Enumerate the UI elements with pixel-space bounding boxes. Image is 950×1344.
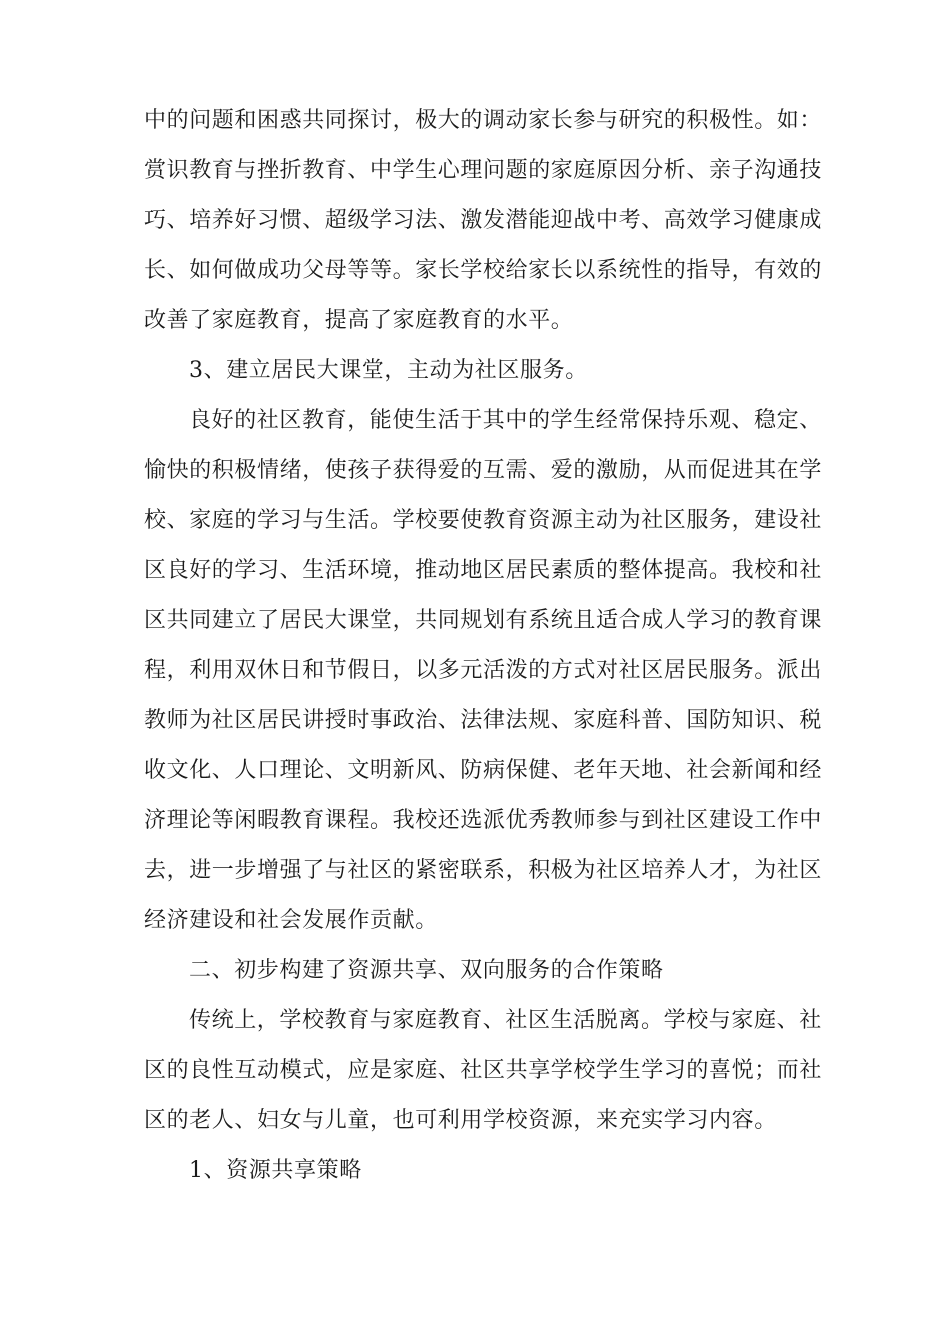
body-text-line: 愉快的积极情绪，使孩子获得爱的互需、爱的激励，从而促进其在学 bbox=[144, 458, 823, 483]
paragraph-first-line: 传统上，学校教育与家庭教育、社区生活脱离。学校与家庭、社 bbox=[189, 1008, 822, 1033]
body-text-line: 赏识教育与挫折教育、中学生心理问题的家庭原因分析、亲子沟通技 bbox=[144, 158, 823, 183]
body-text-line: 区良好的学习、生活环境，推动地区居民素质的整体提高。我校和社 bbox=[144, 558, 823, 583]
body-text-line: 中的问题和困惑共同探讨，极大的调动家长参与研究的积极性。如： bbox=[144, 108, 823, 133]
section-heading: 二、初步构建了资源共享、双向服务的合作策略 bbox=[189, 958, 664, 983]
body-text-line: 收文化、人口理论、文明新风、防病保健、老年天地、社会新闻和经 bbox=[144, 758, 823, 783]
body-text-line: 教师为社区居民讲授时事政治、法律法规、家庭科普、国防知识、税 bbox=[144, 708, 823, 733]
body-text-line: 校、家庭的学习与生活。学校要使教育资源主动为社区服务，建设社 bbox=[144, 508, 823, 533]
subsection-heading: 1、资源共享策略 bbox=[189, 1158, 362, 1183]
body-text-line: 区的老人、妇女与儿童，也可利用学校资源，来充实学习内容。 bbox=[144, 1108, 777, 1133]
body-text-line: 长、如何做成功父母等等。家长学校给家长以系统性的指导，有效的 bbox=[144, 258, 823, 283]
body-text-line: 程，利用双休日和节假日，以多元活泼的方式对社区居民服务。派出 bbox=[144, 658, 823, 683]
body-text-line: 区共同建立了居民大课堂，共同规划有系统且适合成人学习的教育课 bbox=[144, 608, 823, 633]
body-text-line: 区的良性互动模式，应是家庭、社区共享学校学生学习的喜悦；而社 bbox=[144, 1058, 823, 1083]
body-text-line: 去，进一步增强了与社区的紧密联系，积极为社区培养人才，为社区 bbox=[144, 858, 823, 883]
body-text-line: 巧、培养好习惯、超级学习法、激发潜能迎战中考、高效学习健康成 bbox=[144, 208, 823, 233]
subsection-heading: 3、建立居民大课堂，主动为社区服务。 bbox=[189, 358, 588, 383]
body-text-line: 济理论等闲暇教育课程。我校还选派优秀教师参与到社区建设工作中 bbox=[144, 808, 823, 833]
body-text-line: 改善了家庭教育，提高了家庭教育的水平。 bbox=[144, 308, 574, 333]
body-text-line: 经济建设和社会发展作贡献。 bbox=[144, 908, 438, 933]
paragraph-first-line: 良好的社区教育，能使生活于其中的学生经常保持乐观、稳定、 bbox=[189, 408, 822, 433]
